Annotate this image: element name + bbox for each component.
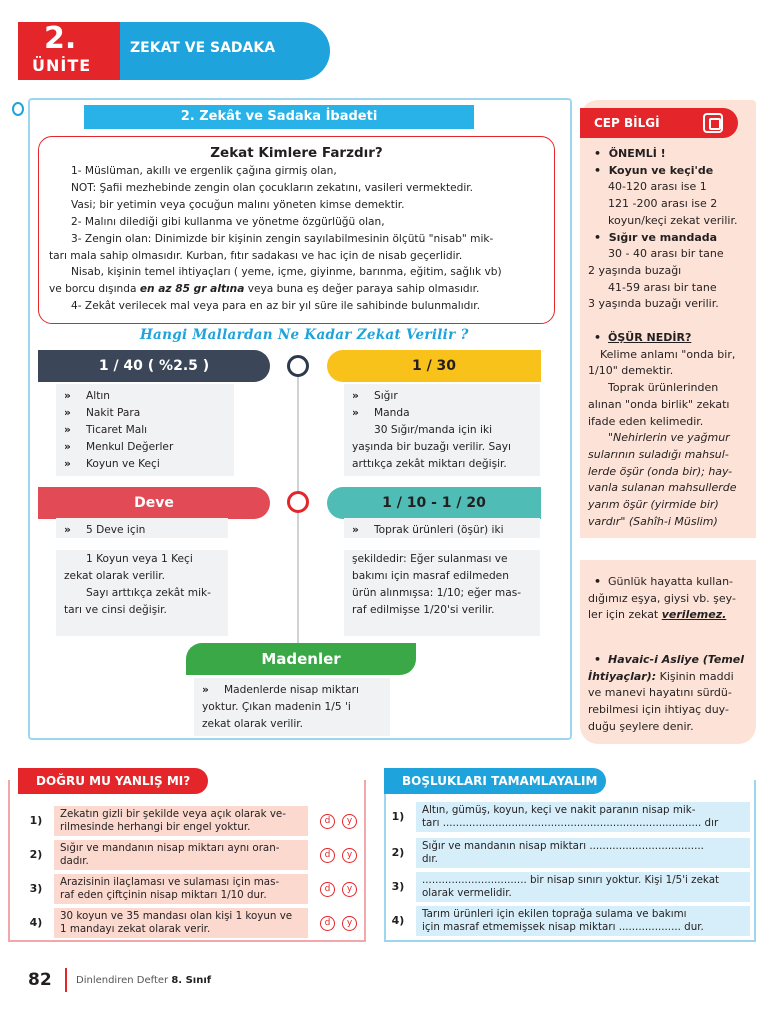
dy-question-number: 2) bbox=[29, 848, 43, 861]
cep-hadis-line: "Nehirlerin ve yağmur bbox=[608, 431, 730, 445]
card-text: ürün alınmışsa: 1/10; eğer mas- bbox=[352, 587, 522, 599]
cep-line: 121 -200 arası ise 2 bbox=[608, 197, 718, 211]
cep-hadis-line: vardır" (Sahîh-i Müslim) bbox=[588, 514, 718, 528]
cep-hadis-line: lerde öşür (onda bir); hay- bbox=[588, 464, 733, 478]
bosluk-title: BOŞLUKLARI TAMAMLAYALIM bbox=[384, 768, 606, 794]
cep-line: alınan "onda birlik" zekatı bbox=[588, 397, 730, 411]
cep-hadis-line: yarım öşür (yirmide bir) bbox=[588, 498, 719, 512]
bt-question-number: 1) bbox=[391, 810, 405, 823]
bullet-icon: » bbox=[352, 524, 359, 536]
farz-text: ve borcu dışında bbox=[49, 283, 140, 296]
unit-word: ÜNİTE bbox=[32, 56, 92, 75]
cep-line: rebilmesi için ihtiyaç duy- bbox=[588, 703, 729, 717]
dy-question-row bbox=[18, 840, 358, 870]
bt-question-row bbox=[386, 802, 752, 832]
cep-line: koyun/keçi zekat verilir. bbox=[608, 213, 738, 227]
dy-question-text: Zekatın gizli bir şekilde veya açık olarak ve- rilmesinde herhangi bir engel yoktur. bbox=[54, 806, 308, 836]
hangi-heading: Hangi Mallardan Ne Kadar Zekat Verilir ? bbox=[140, 327, 469, 343]
bt-question-row bbox=[386, 838, 752, 868]
cep-bullet-line: • Koyun ve keçi'de bbox=[594, 163, 714, 177]
bullet-icon: » bbox=[64, 390, 71, 402]
cep-osur-block bbox=[588, 330, 754, 530]
card-title-1-10: 1 / 10 - 1 / 20 bbox=[327, 487, 541, 519]
card-list-1-30 bbox=[344, 384, 540, 476]
dy-question-number: 4) bbox=[29, 916, 43, 929]
bt-question-text[interactable]: Sığır ve mandanın nisap miktarı ................................... dır. bbox=[416, 838, 750, 868]
dy-question-text: Sığır ve mandanın nisap miktarı aynı oran- dadır. bbox=[54, 840, 308, 870]
bullet-icon: » bbox=[64, 441, 71, 453]
bt-question-row bbox=[386, 906, 752, 936]
card-title-1-40: 1 / 40 ( %2.5 ) bbox=[38, 350, 270, 382]
cep-bullet-line: • Günlük hayatta kullan- bbox=[594, 575, 734, 588]
list-item: » Toprak ürünleri (öşür) iki bbox=[352, 522, 532, 539]
cep-line: ler için zekat verilemez. bbox=[588, 608, 727, 622]
cep-bullet-line: • Sığır ve mandada bbox=[594, 230, 718, 244]
dy-question-number: 1) bbox=[29, 814, 43, 827]
card-text: Sayı arttıkça zekât mik- bbox=[86, 587, 211, 599]
card-text: yaşında bir buzağı verilir. Sayı bbox=[352, 441, 511, 453]
farz-highlight: en az 85 gr altına bbox=[139, 283, 245, 296]
card-text: zekat olarak verilir. bbox=[202, 718, 304, 730]
dy-question-text: Arazisinin ilaçlaması ve sulaması için mas- raf eden çiftçinin nisap miktarı 1/10 dur. bbox=[54, 874, 308, 904]
dy-question-row bbox=[18, 874, 358, 904]
option-d-button[interactable]: d bbox=[320, 916, 335, 931]
unit-title: ZEKAT VE SADAKA bbox=[130, 40, 276, 56]
card-text: 1 Koyun veya 1 Keçi bbox=[86, 553, 193, 565]
dy-question-row bbox=[18, 806, 358, 836]
list-item: » Madenlerde nisap miktarı bbox=[202, 682, 382, 699]
farz-line: NOT: Şafii mezhebinde zengin olan çocukların zekatını, vasileri vermektedir. bbox=[71, 181, 474, 194]
card-text: arttıkça zekât miktarı değişir. bbox=[352, 458, 507, 470]
dy-question-text: 30 koyun ve 35 mandası olan kişi 1 koyun ve 1 mandayı zekat olarak verir. bbox=[54, 908, 308, 938]
option-y-button[interactable]: y bbox=[342, 848, 357, 863]
cep-line: 3 yaşında buzağı verilir. bbox=[588, 297, 719, 311]
list-item: » Manda bbox=[352, 405, 532, 422]
cep-line: 2 yaşında buzağı bbox=[588, 263, 682, 277]
farz-line: Nisab, kişinin temel ihtiyaçları ( yeme, içme, giyinme, barınma, eğitim, sağlık vb) bbox=[71, 266, 502, 279]
farz-title: Zekat Kimlere Farzdır? bbox=[210, 145, 383, 161]
cep-line: Kelime anlamı "onda bir, bbox=[600, 347, 736, 361]
bt-question-text[interactable]: ................................ bir nisap sınırı yoktur. Kişi 1/5'i zekat olarak vermelidir. bbox=[416, 872, 750, 902]
bt-question-text[interactable]: Altın, gümüş, koyun, keçi ve nakit paranın nisap mik- tarı ............................................................................... dır bbox=[416, 802, 750, 832]
farz-line: 4- Zekât verilecek mal veya para en az bir yıl süre ile sahibinde bulunmalıdır. bbox=[71, 300, 481, 313]
bullet-icon: » bbox=[352, 407, 359, 419]
cep-bilgi-title: CEP BİLGİ bbox=[580, 108, 738, 138]
card-title-madenler: Madenler bbox=[186, 643, 416, 675]
list-item: » Nakit Para bbox=[64, 405, 226, 422]
card-text: şekildedir: Eğer sulanması ve bbox=[352, 553, 508, 565]
info-book-icon bbox=[703, 113, 723, 133]
cep-line: duğu şeylere denir. bbox=[588, 719, 694, 733]
option-y-button[interactable]: y bbox=[342, 916, 357, 931]
cep-bullet-line: • ÖŞÜR NEDİR? bbox=[594, 331, 692, 344]
farz-line: 2- Malını dilediği gibi kullanma ve yönetme özgürlüğü olan, bbox=[71, 215, 385, 228]
farz-line: 3- Zengin olan: Dinimizde bir kişinin zengin sayılabilmesinin ölçütü "nisab" mik- bbox=[71, 232, 494, 245]
card-list-1-10 bbox=[344, 518, 540, 636]
cep-line: dığımız eşya, giysi vb. şey- bbox=[588, 591, 736, 605]
farz-line: tarı mala sahip olmasıdır. Kurban, fıtır sadakası ve hac için de nisab geçerlidir. bbox=[49, 249, 463, 262]
cep-line: ifade eden kelimedir. bbox=[588, 414, 704, 428]
zekat-farz-box bbox=[38, 136, 555, 324]
bullet-icon: » bbox=[202, 684, 209, 696]
list-item: » Koyun ve Keçi bbox=[64, 456, 226, 473]
timeline-circle-icon bbox=[287, 355, 309, 377]
list-item: » Menkul Değerler bbox=[64, 439, 226, 456]
card-text: bakımı için masraf edilmeden bbox=[352, 570, 509, 582]
card-text: 30 Sığır/manda için iki bbox=[374, 424, 493, 436]
cep-hadis-line: vanla sulanan mahsullerde bbox=[588, 481, 737, 495]
farz-line bbox=[49, 281, 544, 298]
page-cut-strip bbox=[580, 538, 756, 560]
cep-line: ve manevi hayatını sürdü- bbox=[588, 686, 732, 700]
cep-line: 41-59 arası bir tane bbox=[608, 280, 717, 294]
option-y-button[interactable]: y bbox=[342, 882, 357, 897]
dy-question-row bbox=[18, 908, 358, 938]
dogru-yanlis-title: DOĞRU MU YANLIŞ MI? bbox=[18, 768, 208, 794]
farz-line: 1- Müslüman, akıllı ve ergenlik çağına girmiş olan, bbox=[71, 165, 337, 177]
bt-question-text[interactable]: Tarım ürünleri için ekilen toprağa sulama ve bakımı için masraf etmemişsek nisap miktarı ................... dur. bbox=[416, 906, 750, 936]
cep-havaic-block bbox=[588, 652, 754, 736]
card-list-1-40 bbox=[56, 384, 234, 476]
list-item: » 5 Deve için bbox=[64, 522, 220, 539]
cep-bullet-line: • Havaic-i Asliye (Temel bbox=[594, 653, 745, 666]
cep-bullet-line: • ÖNEMLİ ! bbox=[594, 147, 666, 160]
list-item: » Altın bbox=[64, 388, 226, 405]
bt-question-number: 3) bbox=[391, 880, 405, 893]
cep-onemli-block bbox=[588, 146, 754, 313]
bullet-icon: » bbox=[64, 407, 71, 419]
option-y-button[interactable]: y bbox=[342, 814, 357, 829]
cep-line: 40-120 arası ise 1 bbox=[608, 180, 707, 194]
bt-question-row bbox=[386, 872, 752, 902]
list-item: » Ticaret Malı bbox=[64, 422, 226, 439]
card-text: tarı ve cinsi değişir. bbox=[64, 604, 167, 616]
footer-divider bbox=[65, 968, 67, 992]
cep-hadis-line: sularının suladığı mahsul- bbox=[588, 447, 729, 461]
dy-question-number: 3) bbox=[29, 882, 43, 895]
cep-line: 1/10" demektir. bbox=[588, 364, 674, 378]
farz-text: veya buna eş değer paraya sahip olmasıdır. bbox=[244, 283, 480, 296]
cep-line: Toprak ürünlerinden bbox=[608, 381, 719, 395]
footer-brand: Dinlendiren Defter 8. Sınıf bbox=[76, 975, 212, 986]
card-text: zekat olarak verilir. bbox=[64, 570, 166, 582]
bt-question-number: 2) bbox=[391, 846, 405, 859]
bt-question-number: 4) bbox=[391, 914, 405, 927]
list-item: » Sığır bbox=[352, 388, 532, 405]
bullet-icon: » bbox=[64, 424, 71, 436]
bullet-icon: » bbox=[64, 458, 71, 470]
card-list-madenler bbox=[194, 678, 390, 736]
bullet-icon: » bbox=[64, 524, 71, 536]
farz-line: Vasi; bir yetimin veya çocuğun malını yöneten kimse demektir. bbox=[71, 198, 405, 211]
card-title-deve: Deve bbox=[38, 487, 270, 519]
timeline-circle-icon bbox=[287, 491, 309, 513]
card-list-deve bbox=[56, 518, 228, 636]
cep-line: İhtiyaçlar): Kişinin maddi bbox=[588, 669, 734, 683]
option-d-button[interactable]: d bbox=[320, 882, 335, 897]
page-number: 82 bbox=[28, 970, 52, 990]
cep-gunluk-block bbox=[588, 574, 754, 624]
cep-line: 30 - 40 arası bir tane bbox=[608, 247, 724, 261]
section-title: 2. Zekât ve Sadaka İbadeti bbox=[84, 105, 474, 129]
page-cut-strip bbox=[56, 538, 228, 550]
bullet-icon: » bbox=[352, 390, 359, 402]
page-cut-strip bbox=[344, 538, 540, 550]
option-d-button[interactable]: d bbox=[320, 848, 335, 863]
unit-number: 2. bbox=[44, 21, 77, 56]
card-text: raf edilmişse 1/20'si verilir. bbox=[352, 604, 495, 616]
frame-ring-icon bbox=[12, 102, 24, 116]
card-text: yoktur. Çıkan madenin 1/5 'i bbox=[202, 701, 351, 713]
card-title-1-30: 1 / 30 bbox=[327, 350, 541, 382]
option-d-button[interactable]: d bbox=[320, 814, 335, 829]
